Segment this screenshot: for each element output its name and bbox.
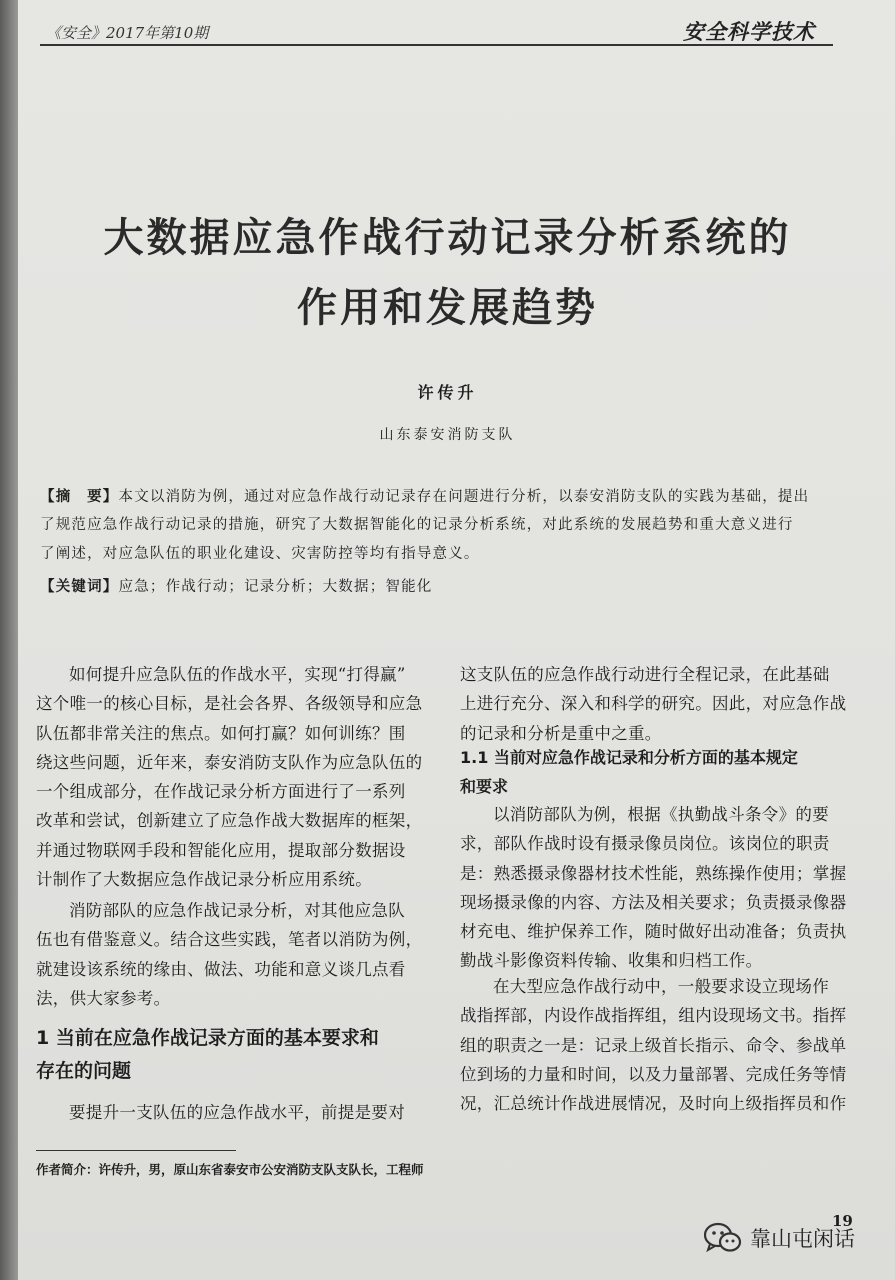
wechat-watermark bbox=[704, 1222, 855, 1254]
keywords-text: 应急；作战行动；记录分析；大数据；智能化 bbox=[118, 579, 433, 595]
text-line: 队伍都非常关注的焦点。如何打赢？如何训练？围 bbox=[36, 723, 406, 743]
left-column-para-1 bbox=[36, 660, 441, 894]
text-line: 以消防部队为例，根据《执勤战斗条令》的要 bbox=[493, 805, 829, 824]
text-line: 上进行充分、深入和科学的研究。因此，对应急作战 bbox=[460, 694, 847, 714]
heading-line: 存在的问题 bbox=[36, 1060, 132, 1082]
abstract-label: 【摘 要】 bbox=[40, 488, 119, 505]
journal-issue: 《安全》2017年第10期 bbox=[46, 24, 209, 42]
author-name: 许传升 bbox=[417, 383, 478, 402]
text-line: 一个组成部分，在作战记录分析方面进行了一系列 bbox=[36, 782, 406, 802]
text-line: 况，汇总统计作战进展情况，及时向上级指挥员和作 bbox=[460, 1094, 847, 1114]
wechat-icon bbox=[704, 1222, 742, 1254]
abstract-line-3: 了阐述，对应急队伍的职业化建设、灾害防控等均有指导意义。 bbox=[40, 546, 480, 562]
abstract-text: 本文以消防为例，通过对应急作战行动记录存在问题进行分析，以泰安消防支队的实践为基础，提出 bbox=[118, 489, 810, 505]
header-rule bbox=[40, 44, 833, 46]
text-line: 位到场的力量和时间，以及力量部署、完成任务等情 bbox=[460, 1064, 847, 1084]
text-line: 是：熟悉摄录像器材技术性能，熟练操作使用；掌握 bbox=[460, 863, 847, 883]
author-footnote: 作者简介：许传升，男，原山东省泰安市公安消防支队支队长，工程师 bbox=[36, 1162, 424, 1177]
text-line: 勤战斗影像资料传输、收集和归档工作。 bbox=[460, 951, 763, 971]
text-line: 计制作了大数据应急作战记录分析应用系统。 bbox=[36, 870, 372, 890]
heading-line: 和要求 bbox=[460, 777, 509, 796]
text-line: 现场摄录像的内容、方法及相关要求；负责摄录像器 bbox=[460, 892, 847, 912]
watermark-text: 靠山屯闲话 bbox=[750, 1227, 855, 1251]
text-line: 并通过物联网手段和智能化应用，提取部分数据设 bbox=[36, 840, 406, 860]
text-line: 法，供大家参考。 bbox=[36, 988, 171, 1008]
text-line: 如何提升应急队伍的作战水平，实现“打得赢” bbox=[69, 665, 406, 684]
subsection-1-1-heading bbox=[460, 743, 860, 801]
section-name: 安全科学技术 bbox=[683, 19, 815, 44]
text-line: 这个唯一的核心目标，是社会各界、各级领导和应急 bbox=[36, 694, 423, 714]
text-line: 战指挥部，内设作战指挥组，组内设现场文书。指挥 bbox=[460, 1006, 847, 1026]
heading-line: 1 当前在应急作战记录方面的基本要求和 bbox=[36, 1027, 379, 1049]
article-title-line1: 大数据应急作战行动记录分析系统的 bbox=[103, 214, 792, 261]
text-line: 改革和尝试，创新建立了应急作战大数据库的框架， bbox=[36, 811, 423, 831]
left-column-para-2 bbox=[36, 896, 441, 1013]
abstract-line-1 bbox=[40, 482, 850, 512]
right-column-para-2 bbox=[460, 800, 855, 976]
text-line: 绕这些问题，近年来，泰安消防支队作为应急队伍的 bbox=[36, 752, 423, 772]
text-line: 要提升一支队伍的应急作战水平，前提是要对 bbox=[69, 1103, 405, 1122]
heading-line: 1.1 当前对应急作战记录和分析方面的基本规定 bbox=[460, 748, 798, 767]
text-line: 伍也有借鉴意义。结合这些实践，笔者以消防为例， bbox=[36, 930, 423, 950]
page-number: 19 bbox=[832, 1212, 853, 1230]
text-line: 材充电、维护保养工作，随时做好出动准备；负责执 bbox=[460, 922, 847, 942]
book-spine bbox=[0, 0, 18, 1280]
section-1-heading bbox=[36, 1022, 446, 1088]
keywords bbox=[40, 572, 850, 602]
text-line: 组的职责之一是：记录上级首长指示、命令、参战单 bbox=[460, 1035, 847, 1055]
article-title-line2: 作用和发展趋势 bbox=[297, 284, 598, 331]
left-column-para-3 bbox=[36, 1098, 441, 1127]
text-line: 的记录和分析是重中之重。 bbox=[460, 723, 662, 743]
abstract-line-2: 了规范应急作战行动记录的措施，研究了大数据智能化的记录分析系统，对此系统的发展趋势和重大意义进行 bbox=[40, 517, 794, 533]
footnote-rule bbox=[36, 1150, 236, 1151]
right-column-para-3 bbox=[460, 972, 855, 1118]
text-line: 就建设该系统的缘由、做法、功能和意义谈几点看 bbox=[36, 959, 406, 979]
author-affiliation: 山东泰安消防支队 bbox=[379, 427, 516, 443]
text-line: 在大型应急作战行动中，一般要求设立现场作 bbox=[493, 977, 829, 996]
keywords-label: 【关键词】 bbox=[40, 578, 119, 595]
text-line: 消防部队的应急作战记录分析，对其他应急队 bbox=[69, 901, 405, 920]
text-line: 这支队伍的应急作战行动进行全程记录，在此基础 bbox=[460, 665, 830, 684]
text-line: 求，部队作战时设有摄录像员岗位。该岗位的职责 bbox=[460, 834, 830, 854]
right-column-para-1 bbox=[460, 660, 855, 748]
